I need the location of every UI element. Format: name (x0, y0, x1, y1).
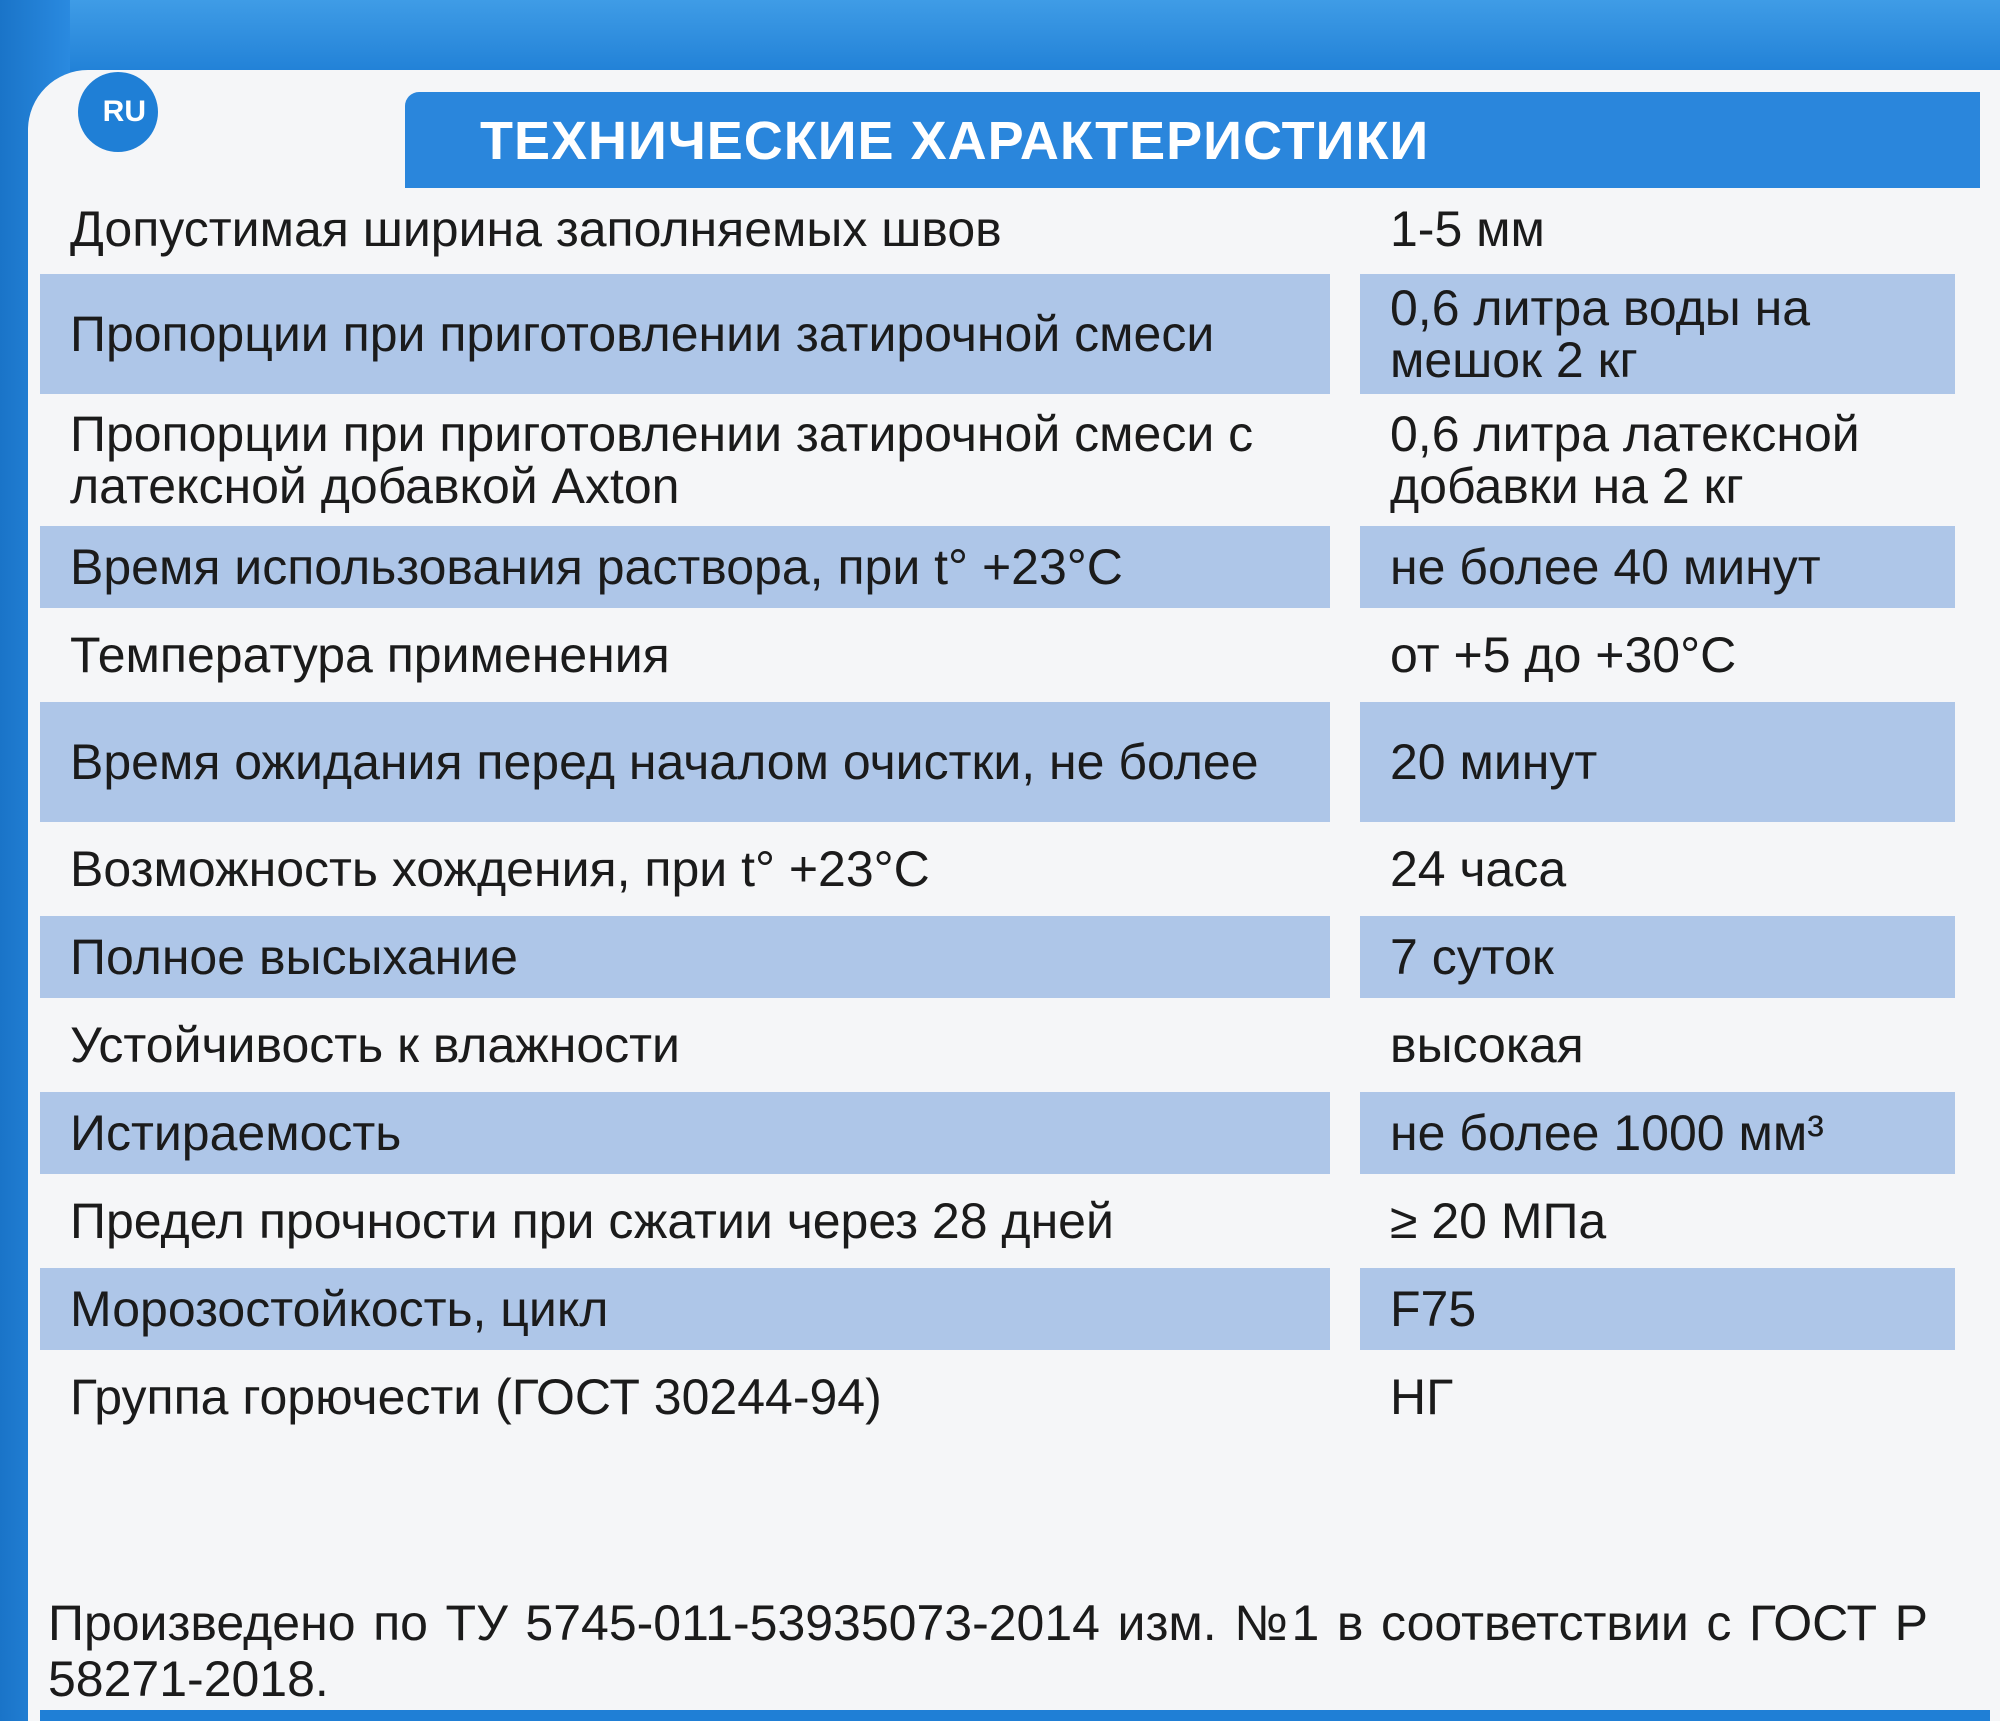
spec-row (40, 916, 1985, 998)
spec-name: Устойчивость к влажности (70, 1017, 680, 1073)
spec-value: 1-5 мм (1390, 201, 1545, 257)
spec-value: 20 минут (1360, 702, 1955, 822)
language-badge: RU (78, 72, 158, 152)
spec-name: Температура применения (70, 627, 670, 683)
spec-name: Предел прочности при сжатии через 28 дней (70, 1193, 1114, 1249)
spec-row (40, 1180, 1985, 1262)
spec-name: Полное высыхание (40, 916, 1330, 998)
spec-row (40, 1268, 1985, 1350)
spec-name: Морозостойкость, цикл (40, 1268, 1330, 1350)
spec-value: от +5 до +30°С (1390, 627, 1737, 683)
spec-row (40, 702, 1985, 822)
spec-value: не более 1000 мм³ (1360, 1092, 1955, 1174)
section-title: ТЕХНИЧЕСКИЕ ХАРАКТЕРИСТИКИ (480, 111, 1430, 171)
spec-row (40, 1356, 1985, 1438)
spec-value: не более 40 минут (1360, 526, 1955, 608)
spec-value: 0,6 литра воды на мешок 2 кг (1360, 274, 1955, 394)
spec-value: 0,6 литра латексной добавки на 2 кг (1390, 406, 1860, 514)
spec-row (40, 190, 1985, 268)
spec-row (40, 274, 1985, 394)
spec-value: ≥ 20 МПа (1390, 1193, 1607, 1249)
spec-name: Пропорции при приготовлении затирочной смеси (40, 274, 1330, 394)
spec-table (40, 190, 1985, 1438)
spec-row (40, 1092, 1985, 1174)
spec-name: Возможность хождения, при t° +23°С (70, 841, 930, 897)
spec-row (40, 526, 1985, 608)
spec-value: F75 (1360, 1268, 1955, 1350)
manufacturing-standard-note: Произведено по ТУ 5745-011-53935073-2014 изм. №1 в соответствии с ГОСТ Р 58271-2018. (48, 1595, 1928, 1707)
spec-row (40, 828, 1985, 910)
spec-row (40, 400, 1985, 520)
spec-name: Время ожидания перед началом очистки, не более (40, 702, 1330, 822)
spec-value: высокая (1390, 1017, 1584, 1073)
spec-name: Истираемость (40, 1092, 1330, 1174)
package-blue-edge-top (0, 0, 2000, 78)
spec-name: Время использования раствора, при t° +23°С (40, 526, 1330, 608)
spec-value: 24 часа (1390, 841, 1567, 897)
spec-name: Пропорции при приготовлении затирочной смеси с латексной добавкой Axton (70, 406, 1254, 514)
bottom-blue-bar (40, 1710, 1990, 1721)
spec-value: НГ (1390, 1369, 1454, 1425)
spec-name: Группа горючести (ГОСТ 30244-94) (70, 1369, 882, 1425)
spec-row (40, 1004, 1985, 1086)
spec-row (40, 614, 1985, 696)
spec-name: Допустимая ширина заполняемых швов (70, 201, 1002, 257)
spec-value: 7 суток (1360, 916, 1955, 998)
